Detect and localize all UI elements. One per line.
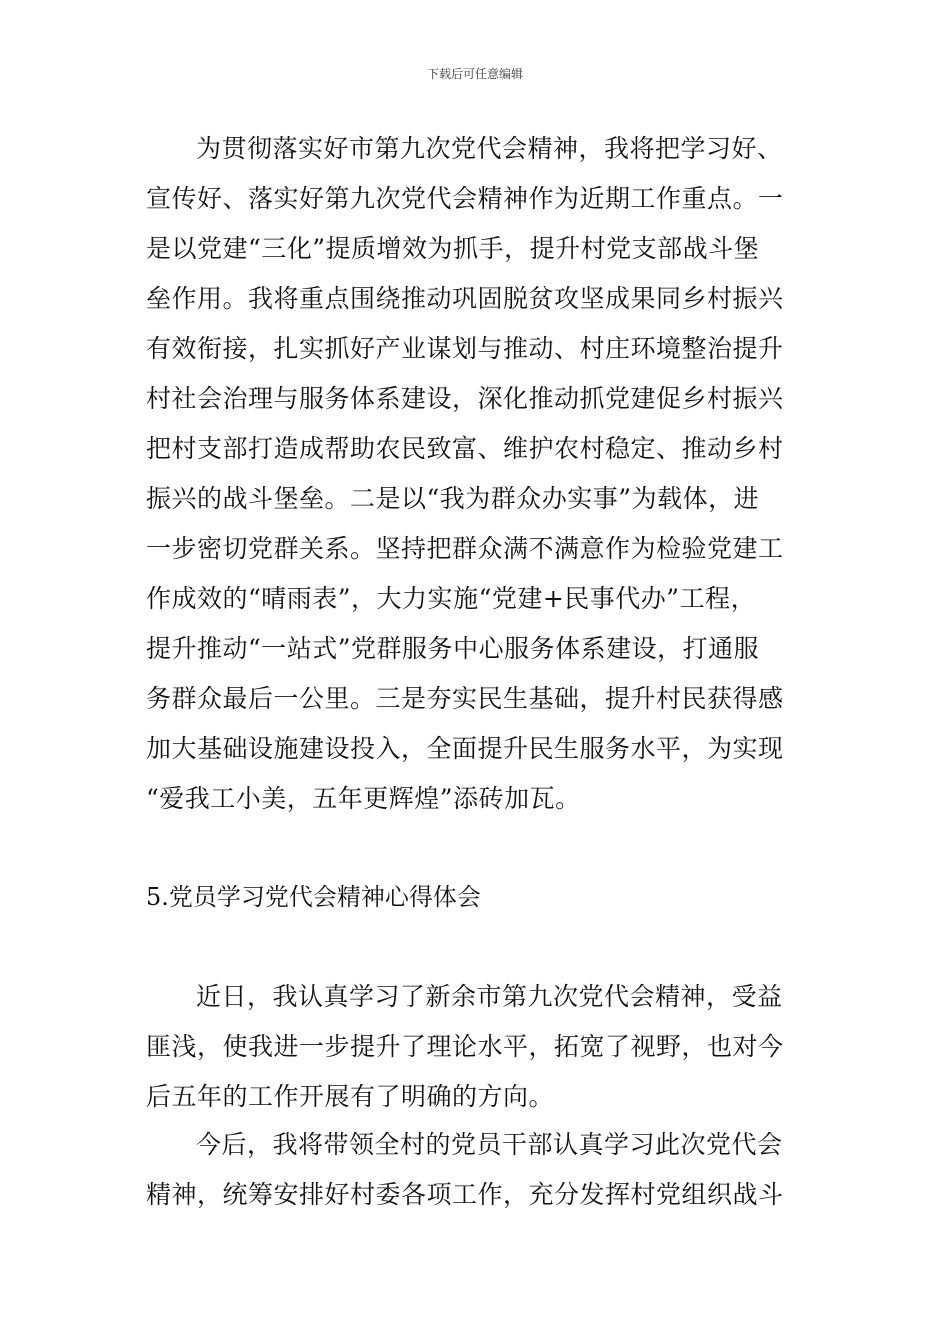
paragraph-1-line: “爱我工小美，五年更辉煌”添砖加瓦。 (146, 784, 581, 813)
paragraph-1-line: 宣传好、落实好第九次党代会精神作为近期工作重点。一 (146, 184, 784, 213)
paragraph-1-line: 加大基础设施建设投入，全面提升民生服务水平，为实现 (146, 734, 784, 763)
section-heading: 5.党员学习党代会精神心得体会 (146, 883, 481, 911)
paragraph-1-line: 村社会治理与服务体系建设，深化推动抓党建促乡村振兴 (146, 384, 784, 413)
paragraph-3-line: 精神，统筹安排好村委各项工作，充分发挥村党组织战斗 (146, 1180, 784, 1209)
paragraph-1-line: 垒作用。我将重点围绕推动巩固脱贫攻坚成果同乡村振兴 (146, 284, 784, 313)
paragraph-3-line: 今后，我将带领全村的党员干部认真学习此次党代会 (196, 1130, 783, 1159)
paragraph-1-line: 一步密切党群关系。坚持把群众满不满意作为检验党建工 (146, 534, 784, 563)
paragraph-1-line: 作成效的“晴雨表”，大力实施“党建+民事代办”工程， (146, 584, 757, 613)
paragraph-1-line: 提升推动“一站式”党群服务中心服务体系建设，打通服 (146, 634, 760, 663)
paragraph-1-line: 振兴的战斗堡垒。二是以“我为群众办实事”为载体，进 (146, 484, 760, 513)
paragraph-2-line: 近日，我认真学习了新余市第九次党代会精神，受益 (196, 982, 783, 1011)
page-header: 下载后可任意编辑 (426, 67, 523, 81)
paragraph-1-line: 为贯彻落实好市第九次党代会精神，我将把学习好、 (196, 134, 783, 163)
paragraph-2-line: 匪浅，使我进一步提升了理论水平，拓宽了视野，也对今 (146, 1032, 784, 1061)
paragraph-1-line: 把村支部打造成帮助农民致富、维护农村稳定、推动乡村 (146, 434, 784, 463)
paragraph-1-line: 有效衔接，扎实抓好产业谋划与推动、村庄环境整治提升 (146, 334, 784, 363)
paragraph-2-line: 后五年的工作开展有了明确的方向。 (146, 1082, 555, 1111)
paragraph-1-line: 是以党建“三化”提质增效为抓手，提升村党支部战斗堡 (146, 234, 760, 263)
paragraph-1-line: 务群众最后一公里。三是夯实民生基础，提升村民获得感 (146, 684, 784, 713)
